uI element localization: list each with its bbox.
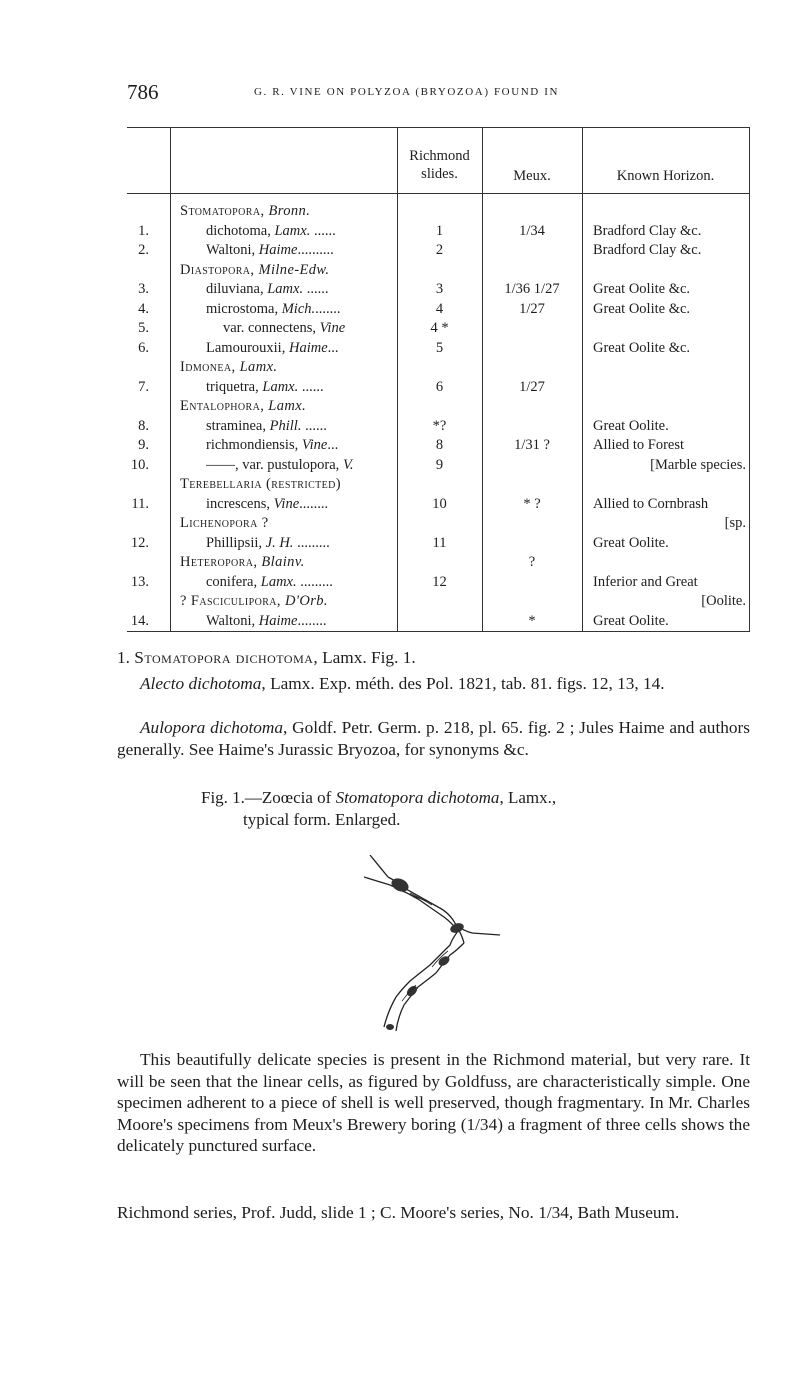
figure-caption-line2: typical form. Enlarged. bbox=[243, 809, 401, 829]
species-name bbox=[206, 436, 420, 454]
richmond-slide: 12 bbox=[432, 573, 447, 590]
row-number: 10. bbox=[130, 456, 149, 473]
taxon-text: var. connectens, bbox=[223, 320, 320, 336]
table-row bbox=[127, 456, 750, 474]
species-name bbox=[206, 495, 420, 513]
genus-name bbox=[180, 592, 394, 610]
taxon-authority: V. bbox=[342, 456, 354, 473]
taxon-authority: Phill. bbox=[269, 417, 302, 434]
table-row bbox=[127, 417, 750, 435]
taxon-authority: Lamx. bbox=[262, 378, 299, 395]
known-horizon: Allied to Forest bbox=[593, 437, 685, 453]
known-horizon: Bradford Clay &c. bbox=[593, 222, 702, 239]
table-row bbox=[127, 261, 750, 279]
table-row bbox=[127, 573, 750, 591]
leader-dots: ...... bbox=[303, 281, 329, 297]
genus-name bbox=[180, 261, 394, 279]
genus-name bbox=[180, 397, 394, 415]
row-number: 2. bbox=[138, 242, 149, 258]
taxon-text: ? Fasciculipora, bbox=[180, 593, 285, 609]
table-row bbox=[127, 202, 750, 220]
known-horizon: Great Oolite &c. bbox=[593, 300, 691, 317]
zooecia-illustration bbox=[360, 855, 510, 1035]
taxon-authority: Lamx. bbox=[267, 281, 304, 297]
species-name bbox=[206, 417, 420, 435]
taxon-text: Lamourouxii, bbox=[206, 339, 289, 356]
leader-dots: ......... bbox=[293, 534, 330, 551]
taxon-authority: Lamx. bbox=[268, 398, 307, 414]
taxon-text: Stomatopora, bbox=[180, 203, 269, 219]
richmond-slide: 5 bbox=[435, 339, 444, 356]
row-number: 12. bbox=[130, 534, 149, 551]
richmond-slide: 1 bbox=[435, 222, 444, 239]
leader-dots: ........ bbox=[299, 495, 329, 512]
figure-caption bbox=[201, 787, 741, 830]
richmond-slide: 3 bbox=[435, 281, 444, 297]
known-horizon: Great Oolite &c. bbox=[593, 281, 691, 297]
heading-species: Stomatopora dichotoma bbox=[134, 648, 314, 667]
table-row bbox=[127, 378, 750, 396]
taxon-authority: Milne-Edw. bbox=[258, 261, 330, 278]
meux-value: 1/34 bbox=[519, 222, 545, 239]
row-number: 13. bbox=[130, 573, 149, 590]
running-head: G. R. VINE ON POLYZOA (BRYOZOA) FOUND IN bbox=[254, 86, 560, 98]
taxon-text: microstoma, bbox=[206, 300, 282, 317]
leader-dots: ... bbox=[327, 437, 339, 453]
taxon-text: dichotoma, bbox=[206, 222, 275, 239]
table-row bbox=[127, 475, 750, 493]
species-name bbox=[206, 339, 420, 357]
richmond-slide: 4 * bbox=[430, 320, 449, 336]
species-name bbox=[206, 456, 420, 474]
row-number: 3. bbox=[138, 281, 149, 297]
known-horizon: [sp. bbox=[724, 515, 746, 531]
taxon-authority: Lamx. bbox=[274, 222, 311, 239]
table-row bbox=[127, 358, 750, 376]
richmond-slide: 8 bbox=[435, 437, 444, 453]
species-name bbox=[206, 378, 420, 396]
genus-name bbox=[180, 202, 394, 220]
table-row bbox=[127, 436, 750, 454]
synonym-1-name: Alecto dichotoma bbox=[140, 674, 262, 693]
taxon-text: triquetra, bbox=[206, 378, 263, 395]
genus-name bbox=[180, 514, 394, 532]
richmond-slide: 9 bbox=[435, 456, 444, 473]
leader-dots: .......... bbox=[297, 242, 334, 258]
meux-value: 1/27 bbox=[519, 300, 545, 317]
table-row bbox=[127, 280, 750, 298]
row-number: 14. bbox=[130, 612, 149, 629]
taxon-text: conifera, bbox=[206, 573, 261, 590]
richmond-slide: 11 bbox=[432, 534, 447, 551]
table-row bbox=[127, 319, 750, 337]
synonym-1-ref: , Lamx. Exp. méth. des Pol. 1821, tab. 81. figs. 12, 13, 14. bbox=[261, 674, 665, 693]
table-bottom-rule bbox=[127, 631, 750, 632]
taxon-text: Diastopora, bbox=[180, 261, 259, 278]
taxon-text: Terebellaria (restricted) bbox=[180, 476, 342, 492]
taxon-authority: Mich. bbox=[281, 300, 316, 317]
leader-dots: ... bbox=[327, 339, 339, 356]
genus-name bbox=[180, 358, 394, 376]
taxon-authority: Haime bbox=[258, 612, 298, 629]
paragraph-references: Richmond series, Prof. Judd, slide 1 ; C. Moore's series, No. 1/34, Bath Museum. bbox=[117, 1203, 680, 1222]
richmond-slide: 2 bbox=[435, 242, 444, 258]
genus-name bbox=[180, 553, 394, 571]
col-header-richmond bbox=[397, 147, 482, 183]
species-name bbox=[206, 573, 420, 591]
row-number: 11. bbox=[131, 495, 149, 512]
taxon-authority: Vine bbox=[319, 320, 346, 336]
col-header-richmond-line1: Richmond bbox=[409, 148, 470, 164]
species-table bbox=[127, 127, 750, 632]
taxon-authority: Blainv. bbox=[261, 554, 305, 570]
taxon-text: Entalophora, bbox=[180, 398, 269, 414]
species-name bbox=[206, 280, 420, 298]
page-number: 786 bbox=[127, 80, 159, 104]
figure-caption-line1 bbox=[201, 787, 741, 809]
richmond-slide: *? bbox=[432, 417, 447, 434]
leader-dots: ...... bbox=[298, 378, 324, 395]
taxon-authority: Haime bbox=[258, 242, 298, 258]
leader-dots: ......... bbox=[296, 573, 333, 590]
heading-number: 1. bbox=[117, 648, 130, 667]
known-horizon: Bradford Clay &c. bbox=[593, 242, 702, 258]
meux-value: * ? bbox=[523, 495, 541, 512]
taxon-text: Lichenopora ? bbox=[180, 515, 269, 531]
taxon-authority: Vine bbox=[273, 495, 300, 512]
row-number: 9. bbox=[138, 437, 149, 453]
taxon-text: diluviana, bbox=[206, 281, 268, 297]
meux-value: * bbox=[528, 612, 536, 629]
row-number: 1. bbox=[138, 222, 149, 239]
taxon-authority: D'Orb. bbox=[284, 593, 328, 609]
meux-value: 1/36 1/27 bbox=[504, 281, 560, 297]
meux-value: 1/31 ? bbox=[514, 437, 550, 453]
species-name bbox=[206, 241, 420, 259]
richmond-slide: 6 bbox=[435, 378, 444, 395]
caption-author: , Lamx., bbox=[499, 788, 557, 807]
taxon-authority: Lamx. bbox=[260, 573, 297, 590]
table-row bbox=[127, 222, 750, 240]
paragraph-description: This beautifully delicate species is present in the Richmond material, but very rare. It will be seen that the linear cells, as figured by Goldfuss, are characteristically simple. One specimen adherent to a piece of shell is well preserved, though fragmentary. In Mr. Charles Moore's specimens from Meux's Brewery boring (1/34) a fragment of three cells shows the delicately punctured surface. bbox=[117, 1050, 750, 1156]
known-horizon: [Marble species. bbox=[650, 456, 746, 473]
row-number: 4. bbox=[138, 300, 149, 317]
synonym-2 bbox=[117, 717, 750, 760]
taxon-authority: Haime bbox=[288, 339, 328, 356]
taxon-text: Idmonea, bbox=[180, 359, 240, 375]
table-header-rule bbox=[127, 193, 750, 194]
leader-dots: ...... bbox=[310, 222, 336, 239]
table-top-rule bbox=[127, 127, 750, 128]
taxon-text: increscens, bbox=[206, 495, 274, 512]
synonym-2-name: Aulopora dichotoma bbox=[140, 718, 284, 737]
known-horizon: Great Oolite. bbox=[593, 534, 669, 551]
meux-value: ? bbox=[528, 554, 536, 570]
taxon-authority: Bronn. bbox=[268, 203, 311, 219]
leader-dots: ........ bbox=[297, 612, 327, 629]
richmond-slide: 10 bbox=[432, 495, 447, 512]
col-header-meux: Meux. bbox=[513, 168, 551, 184]
table-row bbox=[127, 397, 750, 415]
table-row bbox=[127, 612, 750, 630]
heading-rest: , Lamx. Fig. 1. bbox=[313, 648, 416, 667]
taxon-text: richmondiensis, bbox=[206, 437, 302, 453]
section-heading bbox=[117, 647, 750, 669]
taxon-authority: J. H. bbox=[265, 534, 294, 551]
table-row bbox=[127, 553, 750, 571]
taxon-authority: Lamx. bbox=[239, 359, 278, 375]
taxon-text: ——, var. pustulopora, bbox=[206, 456, 343, 473]
caption-prefix: Fig. 1.—Zoœcia of bbox=[201, 788, 336, 807]
synonym-1 bbox=[117, 673, 750, 695]
species-name bbox=[206, 300, 420, 318]
species-name bbox=[206, 222, 420, 240]
row-number: 8. bbox=[138, 417, 149, 434]
taxon-text: Heteropora, bbox=[180, 554, 262, 570]
row-number: 6. bbox=[138, 339, 149, 356]
col-header-horizon: Known Horizon. bbox=[616, 168, 715, 184]
taxon-text: Phillipsii, bbox=[206, 534, 266, 551]
species-name bbox=[206, 612, 420, 630]
table-row bbox=[127, 514, 750, 532]
known-horizon: [Oolite. bbox=[701, 593, 746, 609]
genus-name bbox=[180, 475, 394, 493]
page-header bbox=[127, 80, 747, 106]
known-horizon: Inferior and Great bbox=[593, 573, 698, 590]
table-row bbox=[127, 534, 750, 552]
taxon-text: Waltoni, bbox=[206, 612, 259, 629]
row-number: 7. bbox=[138, 378, 149, 395]
known-horizon: Allied to Cornbrash bbox=[593, 495, 709, 512]
taxon-text: Waltoni, bbox=[206, 242, 259, 258]
richmond-slide: 4 bbox=[435, 300, 444, 317]
taxon-text: straminea, bbox=[206, 417, 270, 434]
table-row bbox=[127, 592, 750, 610]
table-row bbox=[127, 241, 750, 259]
species-name bbox=[206, 534, 420, 552]
synonym-2-ref: , Goldf. Petr. Germ. p. 218, pl. 65. fig. 2 ; Jules Haime and authors generally. See Haime's Jurassic Bryozoa, for synonyms &c. bbox=[117, 718, 751, 759]
table-row bbox=[127, 495, 750, 513]
leader-dots: ...... bbox=[301, 417, 327, 434]
caption-species: Stomatopora dichotoma bbox=[335, 788, 500, 807]
taxon-authority: Vine bbox=[301, 437, 328, 453]
known-horizon: Great Oolite. bbox=[593, 417, 669, 434]
known-horizon: Great Oolite &c. bbox=[593, 339, 691, 356]
table-row bbox=[127, 339, 750, 357]
meux-value: 1/27 bbox=[519, 378, 545, 395]
table-row bbox=[127, 300, 750, 318]
col-header-richmond-line2: slides. bbox=[421, 166, 458, 182]
known-horizon: Great Oolite. bbox=[593, 612, 669, 629]
row-number: 5. bbox=[138, 320, 149, 336]
leader-dots: ....... bbox=[315, 300, 341, 317]
